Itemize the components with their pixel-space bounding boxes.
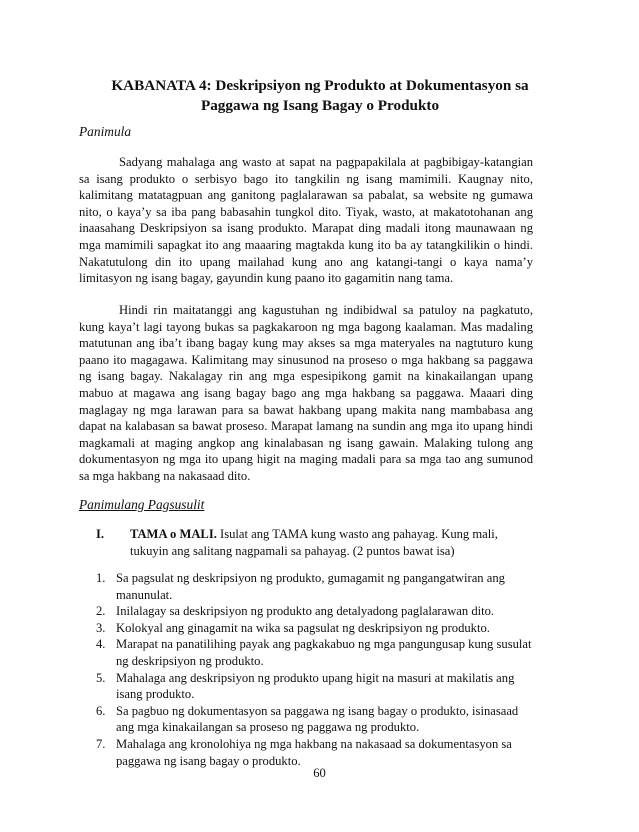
list-item — [96, 603, 538, 620]
intro-paragraph-2: Hindi rin maitatanggi ang kagustuhan ng indibidwal sa patuloy na pagkatuto, kung kaya’t lagi tayong bukas sa pagkakaroon ng mga bagong kaalaman. Mas madaling matutunan ang iba’t ibang bagay kung may akses sa mga materyales na nagtuturo kung paano ito magagawa. Kalimitang may sinusunod na proseso o mga hakbang sa paggawa ng isang bagay. Nakalagay rin ang mga espesipikong gamit na kinakailangan upang mabuo at magawa ang isang bagay bago ang mga hakbang sa paggawa. Maaari ding maglagay ng mga larawan para sa bawat hakbang upang makita nang mambabasa ang dapat na kalabasan sa bawat proseso. Marapat lamang na sundin ang mga ito upang hindi magkamali at maging angkop ang kinalabasan ng isang gawain. Malaking tulong ang dokumentasyon ng mga ito upang higit na maging madali para sa mga tao ang sumunod sa mga hakbang na nakasaad dito. — [79, 303, 533, 483]
item-text: Sa pagbuo ng dokumentasyon sa paggawa ng isang bagay o produkto, isinasaad ang mga kinakailangan sa proseso ng paggawa ng produkto. — [116, 703, 519, 735]
chapter-title-line-1: KABANATA 4: Deskripsiyon ng Produkto at Dokumentasyon sa — [111, 77, 529, 94]
pagsusulit-heading: Panimulang Pagsusulit — [79, 497, 205, 512]
list-item — [96, 620, 538, 637]
intro-paragraph-1: Sadyang mahalaga ang wasto at sapat na pagpapakilala at pagbibigay-katangian sa isang produkto o serbisyo bago ito tangkilin ng isang mamimili. Kaugnay nito, kalimitang matatagpuan ang ganitong paglalarawan sa pabalat, sa website ng gumawa nito, o kaya’y sa iba pang babasahin tungkol dito. Tiyak, wasto, at makatotohanan ang inaasahang Deskripsiyon sa isang produkto. Marapat ding madali itong maunawaan ng mga mamimili sapagkat ito ang maaaring magtakda kung ito ba ay tatangkilikin o hindi. Nakatutulong din ito upang mailahad kung ano ang katangi-tangi o kaya nama’y limitasyon ng isang bagay, gayundin kung paano ito gagamitin nang tama. — [79, 155, 533, 286]
page-number: 60 — [313, 766, 326, 780]
panimula-heading: Panimula — [79, 124, 132, 139]
list-item — [96, 570, 538, 603]
item-text: Mahalaga ang deskripsiyon ng produkto upang higit na masuri at makilatis ang isang produkto. — [116, 670, 515, 702]
item-text: Sa pagsulat ng deskripsiyon ng produkto, gumagamit ng pangangatwiran ang manunulat. — [116, 571, 505, 602]
list-item — [96, 703, 538, 736]
item-number: 2. — [96, 604, 106, 619]
item-number: 1. — [96, 571, 106, 585]
test-part-number: I. — [96, 527, 105, 541]
chapter-title-line-2: Paggawa ng Isang Bagay o Produkto — [200, 97, 440, 114]
item-number: 5. — [96, 670, 106, 685]
item-number: 7. — [96, 736, 106, 751]
item-text: Marapat na panatilihing payak ang pagkakabuo ng mga pangungusap kung susulat ng deskripsiyon ng produkto. — [116, 637, 532, 668]
item-number: 6. — [96, 703, 106, 718]
list-item — [96, 736, 538, 769]
item-text: Kolokyal ang ginagamit na wika sa pagsulat ng deskripsiyon ng produkto. — [116, 620, 490, 635]
chapter-title — [60, 76, 580, 116]
item-number: 3. — [96, 620, 106, 635]
list-item — [96, 636, 538, 669]
test-items-list — [96, 570, 538, 769]
test-part-instructions: Isulat ang TAMA kung wasto ang pahayag. Kung mali, tukuyin ang salitang nagpamali sa pahayag. (2 puntos bawat isa) — [130, 527, 498, 558]
item-number: 4. — [96, 637, 106, 652]
item-text: Mahalaga ang kronolohiya ng mga hakbang na nakasaad sa dokumentasyon sa paggawa ng isang bagay o produkto. — [116, 736, 512, 768]
list-item — [96, 670, 538, 703]
test-part-instructions-block — [130, 526, 530, 559]
test-part-title: TAMA o MALI. — [130, 527, 217, 541]
item-text: Inilalagay sa deskripsiyon ng produkto ang detalyadong paglalarawan dito. — [116, 604, 495, 619]
